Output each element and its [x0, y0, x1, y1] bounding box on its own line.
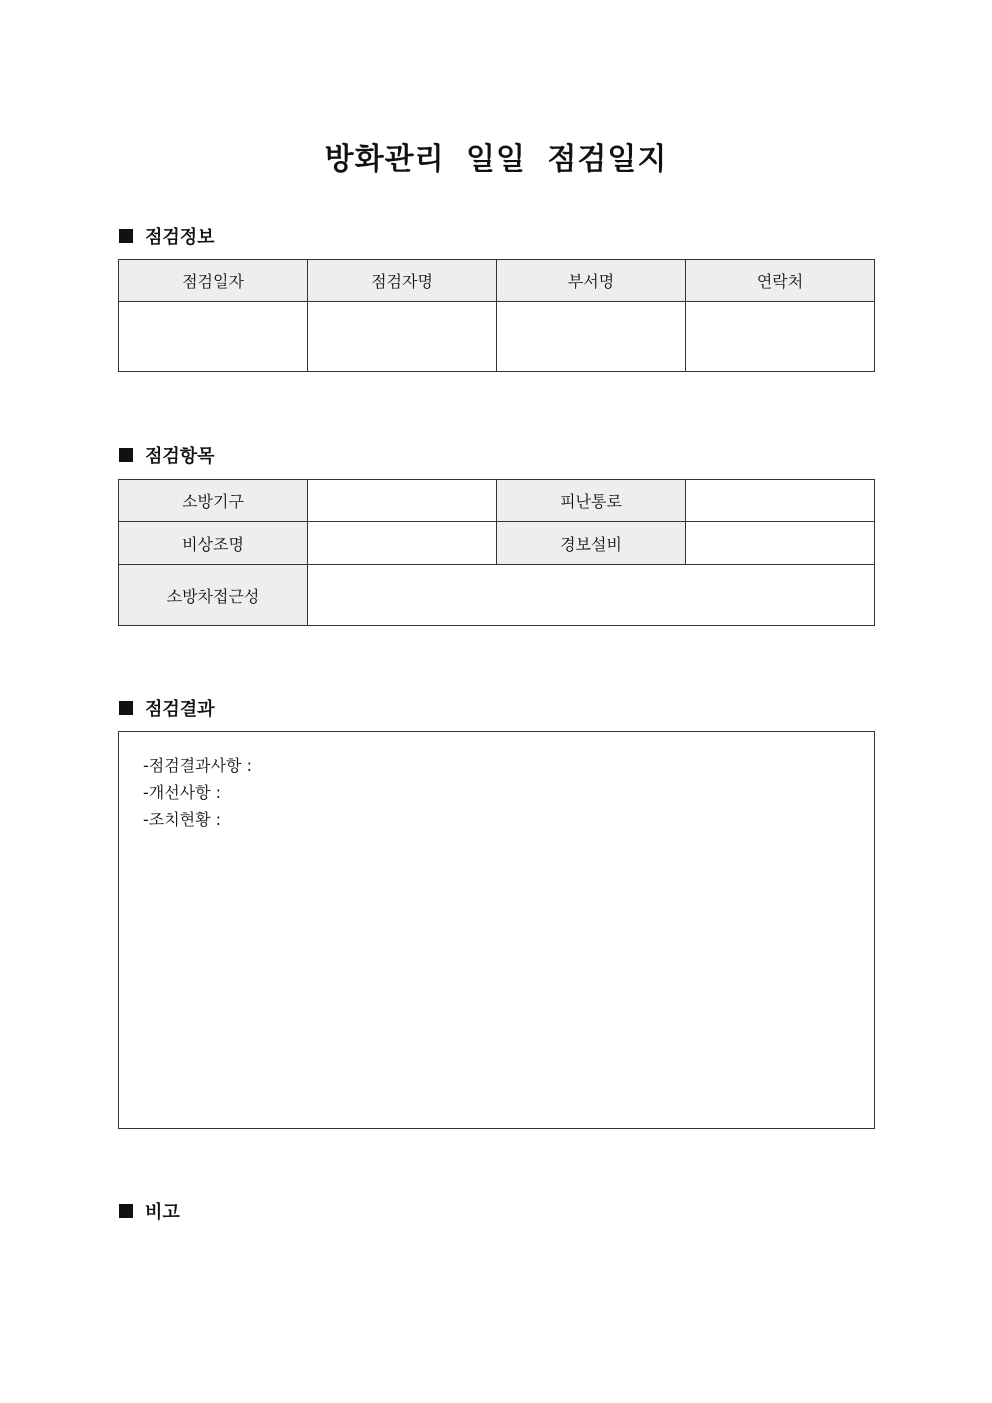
square-bullet-icon — [119, 701, 133, 715]
section-heading-label: 점검정보 — [145, 227, 215, 248]
input-cell-fire-truck-access[interactable] — [308, 565, 875, 626]
section-heading-label: 점검결과 — [145, 699, 215, 720]
section-heading-label: 비고 — [145, 1202, 180, 1223]
header-cell-department: 부서명 — [497, 260, 686, 302]
header-cell-contact: 연락처 — [686, 260, 875, 302]
label-cell-fire-extinguisher: 소방기구 — [119, 480, 308, 522]
info-table — [118, 259, 875, 372]
result-box[interactable] — [118, 731, 875, 1129]
result-line-findings: -점검결과사항 : — [143, 756, 252, 775]
label-cell-fire-truck-access: 소방차접근성 — [119, 565, 308, 626]
square-bullet-icon — [119, 229, 133, 243]
items-table — [118, 479, 875, 626]
header-cell-date: 점검일자 — [119, 260, 308, 302]
input-cell-alarm-equipment[interactable] — [686, 522, 875, 565]
section-heading-remarks — [119, 1198, 180, 1224]
input-cell-date[interactable] — [119, 302, 308, 372]
result-line-improvements: -개선사항 : — [143, 783, 222, 802]
input-cell-fire-extinguisher[interactable] — [308, 480, 497, 522]
section-heading-items — [119, 442, 215, 468]
label-cell-emergency-light: 비상조명 — [119, 522, 308, 565]
input-cell-department[interactable] — [497, 302, 686, 372]
section-heading-label: 점검항목 — [145, 446, 215, 467]
result-line-actions: -조치현황 : — [143, 810, 222, 829]
label-cell-evacuation-route: 피난통로 — [497, 480, 686, 522]
page-title: 방화관리 일일 점검일지 — [324, 142, 668, 177]
input-cell-evacuation-route[interactable] — [686, 480, 875, 522]
square-bullet-icon — [119, 1204, 133, 1218]
square-bullet-icon — [119, 448, 133, 462]
input-cell-inspector[interactable] — [308, 302, 497, 372]
header-cell-inspector: 점검자명 — [308, 260, 497, 302]
section-heading-info — [119, 223, 215, 249]
section-heading-result — [119, 695, 215, 721]
input-cell-emergency-light[interactable] — [308, 522, 497, 565]
input-cell-contact[interactable] — [686, 302, 875, 372]
label-cell-alarm-equipment: 경보설비 — [497, 522, 686, 565]
